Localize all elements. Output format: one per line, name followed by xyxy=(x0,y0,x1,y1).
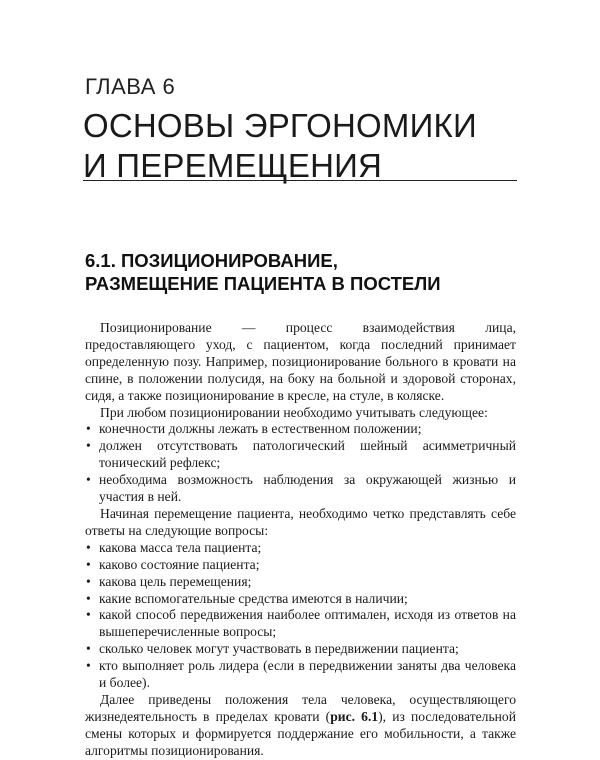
chapter-title xyxy=(83,106,523,186)
paragraph-text: ), из последовательной смены которых и формируется поддержание его мобильности, а также алгоритмы позиционирования. xyxy=(85,708,517,758)
list-item: • каково состояние пациента; xyxy=(85,557,516,574)
paragraph-text: Далее приведены положения тела человека, осуществляющего жизнедеятельность в пределах кровати ( xyxy=(85,691,516,724)
section-title-line: РАЗМЕЩЕНИЕ ПАЦИЕНТА В ПОСТЕЛИ xyxy=(85,273,441,294)
chapter-title-line: ОСНОВЫ ЭРГОНОМИКИ xyxy=(83,107,477,144)
list-item: • необходима возможность наблюдения за окружающей жизнью и участия в ней. xyxy=(85,472,516,506)
section-title xyxy=(85,249,525,295)
list-item: • какова масса тела пациента; xyxy=(85,540,516,557)
chapter-label: ГЛАВА 6 xyxy=(85,74,176,99)
title-divider xyxy=(83,180,517,181)
list-item: • какие вспомогательные средства имеются в наличии; xyxy=(85,591,516,608)
list-item: • сколько человек могут участвовать в передвижении пациента; xyxy=(85,641,516,658)
body-text xyxy=(85,320,516,760)
list-item: • какова цель перемещения; xyxy=(85,574,516,591)
paragraph: Начиная перемещение пациента, необходимо четко представлять себе ответы на следующие вопросы: xyxy=(85,505,516,538)
chapter-title-line: И ПЕРЕМЕЩЕНИЯ xyxy=(83,147,383,184)
list-item: • должен отсутствовать патологический шейный асимметричный тонический рефлекс; xyxy=(85,438,516,472)
paragraph: Позиционирование — процесс взаимодействия лица, предоставляющего уход, с пациентом, когда последний принимает определенную позу. Например, позиционирование больного в кровати на спине, в положении полусидя, на боку на больной и здоровой сторонах, сидя, а также позиционирование в кресле, на стуле, в коляске. xyxy=(85,320,516,403)
section-title-line: 6.1. ПОЗИЦИОНИРОВАНИЕ, xyxy=(85,250,338,271)
list-item: • какой способ передвижения наиболее оптимален, исходя из ответов на вышеперечисленные вопросы; xyxy=(85,607,516,641)
list-item: • конечности должны лежать в естественном положении; xyxy=(85,421,516,438)
bullet-list xyxy=(85,540,516,692)
bullet-list xyxy=(85,421,516,506)
list-item: • кто выполняет роль лидера (если в передвижении заняты два человека и более). xyxy=(85,658,516,692)
paragraph xyxy=(85,692,516,760)
paragraph: При любом позиционировании необходимо учитывать следующее: xyxy=(100,404,488,420)
figure-reference: рис. 6.1 xyxy=(330,708,379,724)
